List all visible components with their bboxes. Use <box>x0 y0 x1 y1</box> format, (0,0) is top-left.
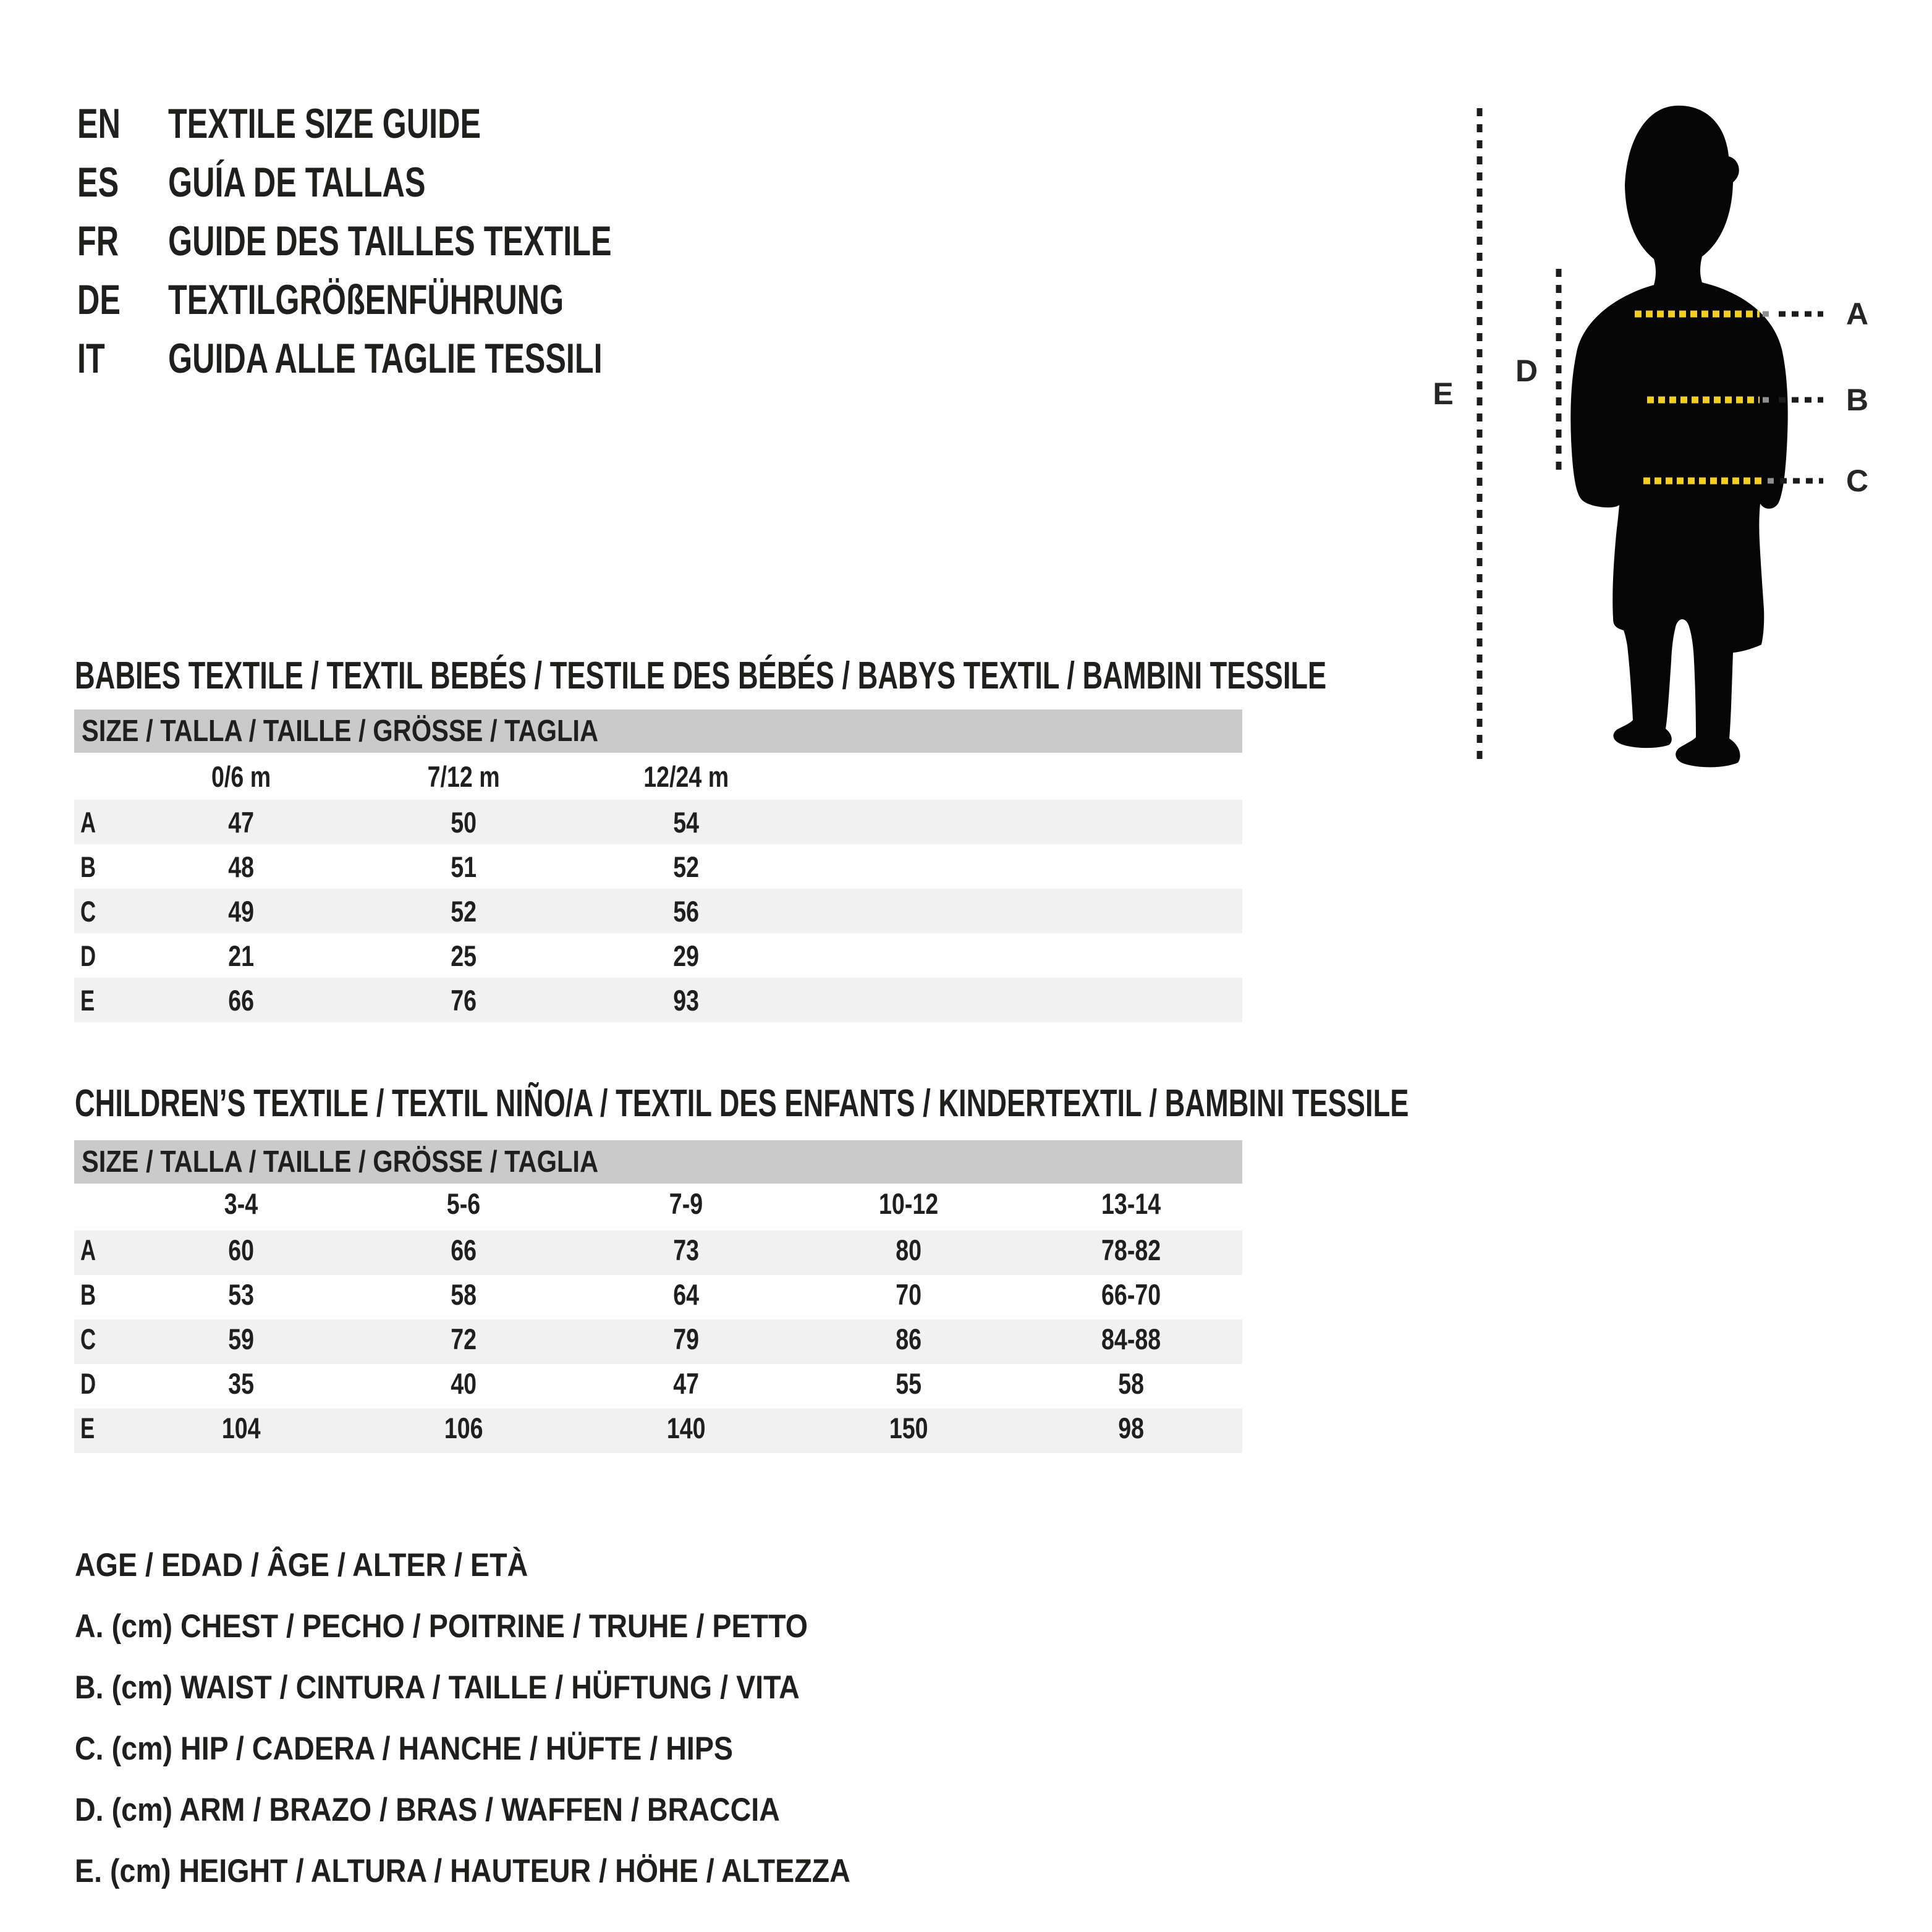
spacer-cell <box>74 1184 130 1224</box>
babies-size-bar-label: SIZE / TALLA / TAILLE / GRÖSSE / TAGLIA <box>82 714 599 748</box>
cell-value: 140 <box>666 1412 706 1445</box>
cell-value: 29 <box>673 939 699 972</box>
cell-value: 72 <box>451 1323 477 1356</box>
table-row <box>74 1364 1242 1409</box>
cell-value: 76 <box>451 983 477 1017</box>
lang-title-es: GUÍA DE TALLAS <box>168 159 426 206</box>
cell-value: 80 <box>896 1234 922 1267</box>
figure-label-c: C <box>1845 464 1869 498</box>
cell-value: 98 <box>1118 1412 1144 1445</box>
babies-section-title: BABIES TEXTILE / TEXTIL BEBÉS / TESTILE DES BÉBÉS / BABYS TEXTIL / BAMBINI TESSILE <box>75 655 1327 697</box>
babies-column-header-row <box>74 753 1242 800</box>
figure-label-e: E <box>1433 376 1454 411</box>
children-size-table <box>74 1140 1242 1453</box>
babies-col-12-24m: 12/24 m <box>643 760 729 793</box>
cell-value: 21 <box>228 939 254 972</box>
figure-label-a: A <box>1845 297 1869 331</box>
children-col-10-12: 10-12 <box>878 1187 939 1221</box>
cell-value: 54 <box>673 805 699 839</box>
cell-value: 48 <box>228 850 254 883</box>
cell-value: 78-82 <box>1101 1234 1161 1267</box>
filler-cell <box>74 1224 130 1231</box>
row-label: B <box>80 850 96 883</box>
row-label: E <box>80 983 95 1017</box>
children-col-5-6: 5-6 <box>446 1187 481 1221</box>
cell-value: 25 <box>451 939 477 972</box>
table-row <box>74 1409 1242 1453</box>
figure-label-b: B <box>1845 383 1869 417</box>
cell-value: 53 <box>228 1278 254 1311</box>
cell-value: 73 <box>673 1234 699 1267</box>
cell-value: 52 <box>673 850 699 883</box>
cell-value: 40 <box>451 1367 477 1400</box>
table-row <box>74 844 1242 889</box>
row-label: A <box>80 1234 96 1267</box>
babies-size-table <box>74 710 1242 1022</box>
filler-cell <box>74 1270 130 1276</box>
cell-value: 58 <box>451 1278 477 1311</box>
babies-col-7-12m: 7/12 m <box>427 760 500 793</box>
table-row <box>74 800 1242 844</box>
table-row <box>74 1275 1242 1320</box>
cell-value: 47 <box>228 805 254 839</box>
lang-title-en: TEXTILE SIZE GUIDE <box>168 100 481 147</box>
cell-value: 70 <box>896 1278 922 1311</box>
lang-code-es: ES <box>77 159 119 206</box>
filler-cell <box>797 933 1242 978</box>
table-row <box>74 978 1242 1022</box>
lang-row-en <box>77 101 591 146</box>
lang-row-es <box>77 159 516 205</box>
cell-value: 47 <box>673 1367 699 1400</box>
cell-value: 66-70 <box>1101 1278 1161 1311</box>
babies-size-bar <box>74 710 1242 753</box>
lang-code-en: EN <box>77 100 121 147</box>
cell-value: 86 <box>896 1323 922 1356</box>
children-col-7-9: 7-9 <box>669 1187 703 1221</box>
cell-value: 79 <box>673 1323 699 1356</box>
table-row <box>74 933 1242 978</box>
row-label: D <box>80 939 96 972</box>
children-size-bar-label: SIZE / TALLA / TAILLE / GRÖSSE / TAGLIA <box>82 1145 599 1179</box>
table-row <box>74 1320 1242 1364</box>
cell-value: 64 <box>673 1278 699 1311</box>
cell-value: 104 <box>221 1412 261 1445</box>
children-section-title: CHILDREN’S TEXTILE / TEXTIL NIÑO/A / TEXTIL DES ENFANTS / KINDERTEXTIL / BAMBINI TESSILE <box>75 1082 1409 1125</box>
cell-value: 51 <box>451 850 477 883</box>
table-row <box>74 889 1242 933</box>
cell-value: 52 <box>451 894 477 928</box>
filler-cell <box>74 1315 130 1320</box>
row-label: E <box>80 1412 95 1445</box>
lang-row-fr <box>77 218 768 264</box>
row-label: C <box>80 894 96 928</box>
table-row <box>74 1231 1242 1275</box>
legend-arm: D. (cm) ARM / BRAZO / BRAS / WAFFEN / BRACCIA <box>75 1791 780 1828</box>
filler-cell <box>797 844 1242 889</box>
cell-value: 58 <box>1118 1367 1144 1400</box>
filler-cell <box>797 753 1242 800</box>
lang-row-it <box>77 336 755 381</box>
cell-value: 49 <box>228 894 254 928</box>
cell-value: 93 <box>673 983 699 1017</box>
cell-value: 150 <box>889 1412 928 1445</box>
babies-col-0-6m: 0/6 m <box>211 760 271 793</box>
cell-value: 66 <box>228 983 254 1017</box>
lang-code-de: DE <box>77 276 121 323</box>
cell-value: 35 <box>228 1367 254 1400</box>
children-col-3-4: 3-4 <box>224 1187 258 1221</box>
filler-cell <box>797 800 1242 844</box>
spacer-cell <box>74 753 130 800</box>
legend-height: E. (cm) HEIGHT / ALTURA / HAUTEUR / HÖHE / ALTEZZA <box>75 1852 850 1889</box>
lang-title-it: GUIDA ALLE TAGLIE TESSILI <box>168 335 603 382</box>
filler-cell <box>74 1448 130 1454</box>
figure-label-d: D <box>1515 354 1538 388</box>
cell-value: 59 <box>228 1323 254 1356</box>
lang-row-de <box>77 277 703 323</box>
row-label: B <box>80 1278 96 1311</box>
cell-value: 84-88 <box>1101 1323 1161 1356</box>
lang-code-it: IT <box>77 335 105 382</box>
legend-chest: A. (cm) CHEST / PECHO / POITRINE / TRUHE / PETTO <box>75 1608 808 1645</box>
row-label: D <box>80 1367 96 1400</box>
lang-title-de: TEXTILGRÖßENFÜHRUNG <box>168 276 564 323</box>
cell-value: 50 <box>451 805 477 839</box>
row-label: A <box>80 805 96 839</box>
filler-cell <box>797 978 1242 1022</box>
filler-cell <box>797 889 1242 933</box>
legend-hip: C. (cm) HIP / CADERA / HANCHE / HÜFTE / HIPS <box>75 1730 734 1767</box>
cell-value: 60 <box>228 1234 254 1267</box>
children-column-header-row <box>74 1184 1242 1231</box>
row-label: C <box>80 1323 96 1356</box>
lang-title-fr: GUIDE DES TAILLES TEXTILE <box>168 218 612 265</box>
children-size-bar <box>74 1140 1242 1184</box>
legend-waist: B. (cm) WAIST / CINTURA / TAILLE / HÜFTUNG / VITA <box>75 1669 800 1706</box>
filler-cell <box>74 1404 130 1409</box>
cell-value: 56 <box>673 894 699 928</box>
legend-age: AGE / EDAD / ÂGE / ALTER / ETÀ <box>75 1546 528 1583</box>
filler-cell <box>74 1359 130 1365</box>
cell-value: 55 <box>896 1367 922 1400</box>
children-col-13-14: 13-14 <box>1101 1187 1161 1221</box>
cell-value: 66 <box>451 1234 477 1267</box>
lang-code-fr: FR <box>77 218 119 265</box>
cell-value: 106 <box>444 1412 483 1445</box>
